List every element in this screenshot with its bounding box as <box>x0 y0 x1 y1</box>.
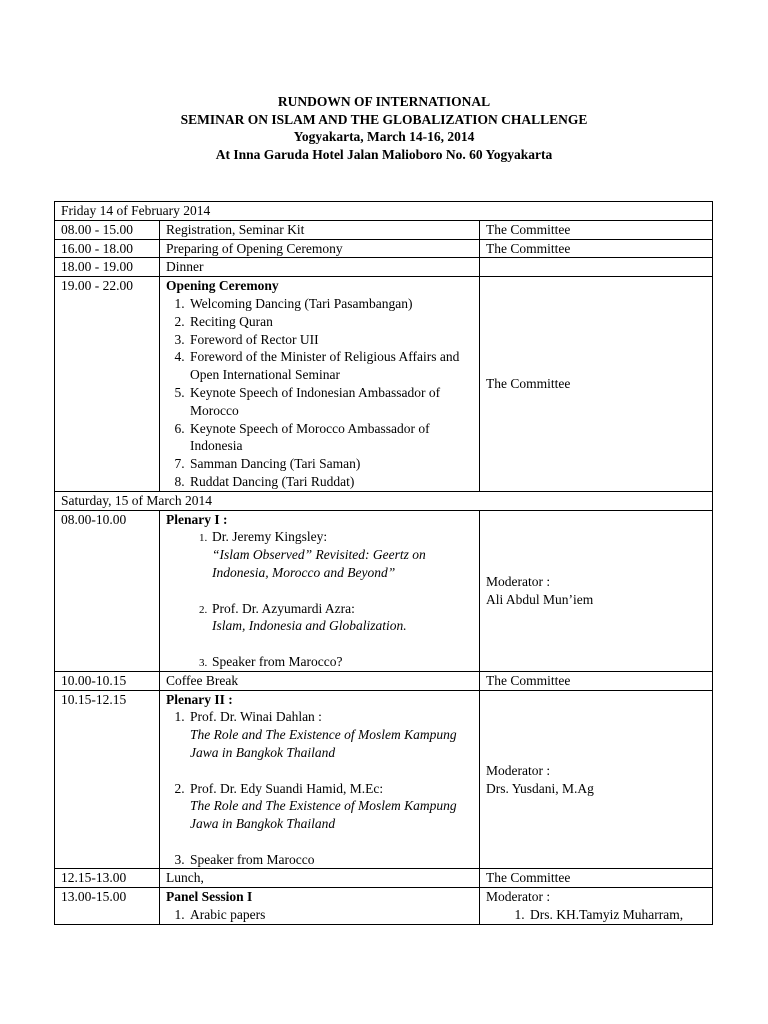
list-item: 5. Keynote Speech of Indonesian Ambassador of Morocco <box>188 384 473 420</box>
day-heading: Friday 14 of February 2014 <box>55 202 713 221</box>
moderator-cell <box>480 888 713 925</box>
speaker-topic: “Islam Observed” Revisited: Geertz on Indonesia, Morocco and Beyond” <box>212 547 426 580</box>
activity-cell: Coffee Break <box>160 671 480 690</box>
moderator-cell <box>480 690 713 869</box>
time-cell: 13.00-15.00 <box>55 888 160 925</box>
speaker-name: 2. Prof. Dr. Edy Suandi Hamid, M.Ec: <box>190 780 384 796</box>
pic-cell: The Committee <box>480 671 713 690</box>
speaker-list <box>166 708 473 868</box>
speaker-topic: The Role and The Existence of Moslem Kampung Jawa in Bangkok Thailand <box>190 727 457 760</box>
time-cell: 10.15-12.15 <box>55 690 160 869</box>
moderator-cell <box>480 510 713 671</box>
speaker-name: 3. Speaker from Marocco? <box>212 653 343 669</box>
table-row <box>55 239 713 258</box>
time-cell: 19.00 - 22.00 <box>55 277 160 492</box>
title-line-4: At Inna Garuda Hotel Jalan Malioboro No. 60 Yogyakarta <box>215 146 553 162</box>
activity-cell <box>160 690 480 869</box>
speaker-item <box>210 528 473 599</box>
table-row <box>55 869 713 888</box>
speaker-name: 2. Prof. Dr. Azyumardi Azra: <box>212 600 355 616</box>
time-cell: 08.00 - 15.00 <box>55 220 160 239</box>
activity-cell <box>160 277 480 492</box>
day-heading: Saturday, 15 of March 2014 <box>55 491 713 510</box>
session-title: Plenary II : <box>166 691 233 707</box>
speaker-topic: The Role and The Existence of Moslem Kampung Jawa in Bangkok Thailand <box>190 798 457 832</box>
speaker-item <box>210 653 473 671</box>
pic-cell: The Committee <box>480 277 713 492</box>
speaker-item <box>210 600 473 653</box>
title-line-1: RUNDOWN OF INTERNATIONAL <box>277 94 491 109</box>
moderator-label: Moderator : <box>486 889 551 905</box>
table-row <box>55 220 713 239</box>
table-row <box>55 671 713 690</box>
pic-cell: The Committee <box>480 869 713 888</box>
speaker-name: 3. Speaker from Marocco <box>190 851 315 867</box>
pic-cell: The Committee <box>480 220 713 239</box>
document-title <box>0 93 768 163</box>
list-item: 7. Samman Dancing (Tari Saman) <box>188 455 473 473</box>
panel-list <box>166 906 473 924</box>
time-cell: 08.00-10.00 <box>55 510 160 671</box>
day-heading-row <box>55 491 713 510</box>
table-row <box>55 258 713 277</box>
list-item: 8. Ruddat Dancing (Tari Ruddat) <box>188 473 473 491</box>
activity-cell: Registration, Seminar Kit <box>160 220 480 239</box>
activity-cell: Dinner <box>160 258 480 277</box>
activity-cell <box>160 888 480 925</box>
session-title: Panel Session I <box>166 889 253 905</box>
pic-cell: The Committee <box>480 239 713 258</box>
time-cell: 12.15-13.00 <box>55 869 160 888</box>
speaker-item <box>188 851 473 869</box>
title-line-3: Yogyakarta, March 14-16, 2014 <box>293 129 475 144</box>
session-title: Opening Ceremony <box>166 278 279 294</box>
list-item: 4. Foreword of the Minister of Religious Affairs and Open International Seminar <box>188 348 473 384</box>
time-cell: 16.00 - 18.00 <box>55 239 160 258</box>
activity-cell <box>160 510 480 671</box>
speaker-list <box>166 528 473 670</box>
title-line-2: SEMINAR ON ISLAM AND THE GLOBALIZATION CHALLENGE <box>180 111 588 127</box>
table-row <box>55 690 713 869</box>
moderator-label: Moderator : <box>486 573 551 589</box>
activity-cell: Preparing of Opening Ceremony <box>160 239 480 258</box>
table-row <box>55 277 713 492</box>
opening-list <box>166 295 473 491</box>
table-row <box>55 510 713 671</box>
list-item: 6. Keynote Speech of Morocco Ambassador of Indonesia <box>188 420 473 456</box>
moderator-name: Ali Abdul Mun’iem <box>486 591 594 607</box>
list-item: 2. Reciting Quran <box>188 313 473 331</box>
speaker-item <box>188 780 473 851</box>
speaker-name: 1. Dr. Jeremy Kingsley: <box>212 529 328 545</box>
pic-cell <box>480 258 713 277</box>
table-row <box>55 888 713 925</box>
moderator-list <box>486 906 706 924</box>
time-cell: 18.00 - 19.00 <box>55 258 160 277</box>
day-heading-row <box>55 202 713 221</box>
list-item: 1. Welcoming Dancing (Tari Pasambangan) <box>188 295 473 313</box>
session-title: Plenary I : <box>166 511 228 527</box>
speaker-topic: Islam, Indonesia and Globalization. <box>212 618 407 634</box>
moderator-label: Moderator : <box>486 762 551 778</box>
list-item: 1. Arabic papers <box>188 906 473 924</box>
time-cell: 10.00-10.15 <box>55 671 160 690</box>
moderator-name: Drs. Yusdani, M.Ag <box>486 780 594 796</box>
moderator-name: 1. Drs. KH.Tamyiz Muharram, <box>528 906 706 924</box>
speaker-item <box>188 708 473 779</box>
speaker-name: 1. Prof. Dr. Winai Dahlan : <box>190 709 322 725</box>
list-item: 3. Foreword of Rector UII <box>188 331 473 349</box>
rundown-table <box>54 201 713 925</box>
activity-cell: Lunch, <box>160 869 480 888</box>
